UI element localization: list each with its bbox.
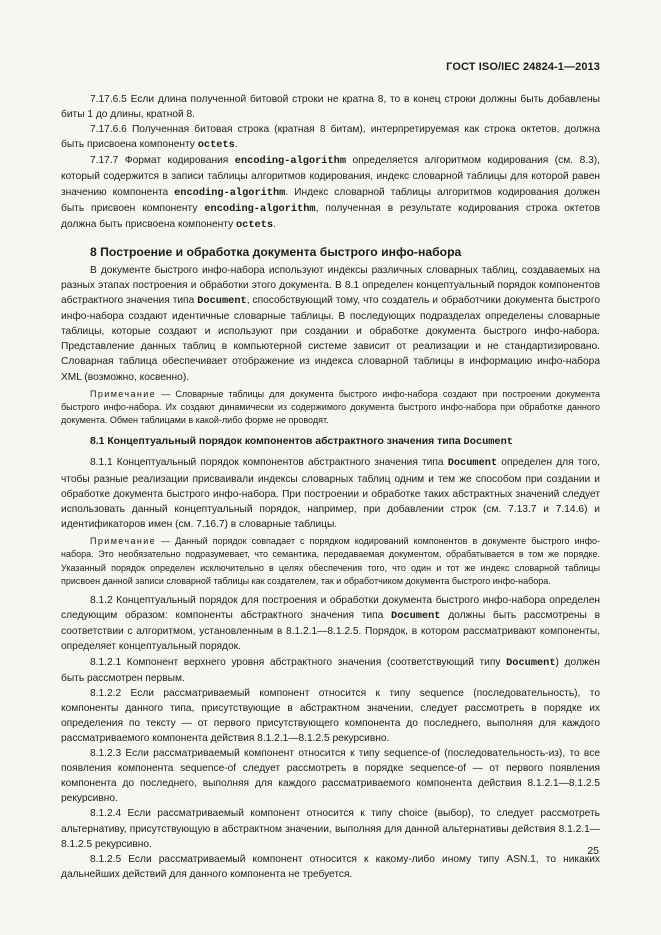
code-document: Document: [506, 656, 556, 669]
note-label: Примечание: [90, 535, 157, 546]
text-run: должны быть рассмотрены в соответствии с алгоритмом, установленным в 8.1.2.1—8.1.2.5. Порядок, в котором рассматривают компоненты, определяет концептуальный порядок.: [61, 610, 600, 653]
code-document: Document: [391, 610, 441, 623]
text-run: В документе быстрого инфо-набора используют индексы различных словарных таблиц, создаваемых на разных этапах построения и обработки этого документа. В 8.1 определен концептуальный порядок компонентов абстрактного значения типа: [61, 264, 600, 307]
page-body: [61, 92, 600, 882]
section-8-heading: 8 Построение и обработка документа быстрого инфо-набора: [90, 244, 462, 259]
text-run: 7.17.7 Формат кодирования: [90, 155, 235, 167]
text-run: . Индекс словарной таблицы алгоритмов кодирования должен быть присвоен компоненту: [61, 186, 600, 214]
note-2: [61, 535, 600, 588]
note-text: — Данный порядок совпадает с порядком кодирований компонентов в документе быстрого инфо-набора. Это необязательно подразумевает, что семантика, передаваемая документом, обрабатывается в том же порядке. Указанный порядок определен исключительно в целях обеспечения того, что один и тот же индекс словарной таблицы присвоен данной записи словарной таблицы как создателем, так и обработчиком документа быстрого инфо-набора.: [61, 535, 600, 586]
heading-text: 8.1 Концептуальный порядок компонентов абстрактного значения типа: [90, 436, 464, 448]
code-encoding-algorithm: encoding-algorithm: [174, 186, 286, 199]
text-run: , полученная в результате кодирования строка октетов должна быть присвоена компоненту: [61, 202, 601, 230]
text-run: 8.1.1 Концептуальный порядок компонентов абстрактного значения типа: [90, 457, 448, 469]
code-octets: octets: [197, 139, 235, 152]
paragraph-8-1-2-2: 8.1.2.2 Если рассматриваемый компонент относится к типу sequence (последовательность), то компоненты данного типа, присутствующие в абстрактном значении, следует рассмотреть в порядке их определения по тексту — от первого присутствующего компонента до последнего, выполняя для каждого рассматриваемого компонента действия 8.1.2.1—8.1.2.5 рекурсивно.: [61, 687, 600, 744]
paragraph-8-1-1: [61, 455, 600, 531]
text-run: , способствующий тому, что создатель и обработчики документа быстрого инфо-набора создают идентичные словарные таблицы. В последующих подразделах определены словарные таблицы, которые создают и используют при создании и обработке документа быстрого инфо-набора. Представление данных таблиц в компьютерной системе зависит от реализации и не стандартизировано. Словарная таблица обеспечивает отображение из индекса словарной таблицы в информацию инфо-набора XML (возможно, косвенно).: [61, 295, 600, 383]
note-label: Примечание: [90, 388, 157, 399]
paragraph-8-1-2-5: 8.1.2.5 Если рассматриваемый компонент относится к какому-либо иному типу ASN.1, то никаких дальнейших действий для данного компонента не требуется.: [61, 853, 600, 880]
text-run: .: [234, 139, 238, 151]
text-run: 8.1.2 Концептуальный порядок для построения и обработки документа быстрого инфо-набора определен следующим образом: компоненты абстрактного значения типа: [61, 595, 600, 622]
paragraph-7-17-6-6: [61, 122, 600, 153]
paragraph-8-1-2-3: 8.1.2.3 Если рассматриваемый компонент относится к типу sequence-of (последовательность-из), то все появления компонента sequence-of следует рассмотреть в порядке sequence-of — от первого появления компонента до последнего, выполняя для каждого рассматриваемого компонента действия 8.1.2.1—8.1.2.5 рекурсивно.: [61, 748, 600, 805]
subsection-8-1-heading: [61, 434, 600, 450]
standard-designation: ГОСТ ISO/IEC 24824-1—2013: [446, 61, 600, 73]
text-run: 7.17.6.6 Полученная битовая строка (кратная 8 битам), интерпретируемая как строка октетов, должна быть присвоена компоненту: [61, 124, 600, 151]
paragraph-7-17-6-5: 7.17.6.5 Если длина полученной битовой строки не кратна 8, то в конец строки должны быть добавлены биты 1 до длины, кратной 8.: [61, 94, 600, 121]
paragraph-8-1-2-4: 8.1.2.4 Если рассматриваемый компонент относится к типу choice (выбор), то следует рассмотреть альтернативу, присутствующую в абстрактном значении, выполняя для данной альтернативы действия 8.1.2.1—8.1.2.5 рекурсивно.: [61, 808, 600, 850]
code-document: Document: [463, 436, 513, 449]
text-run: определен для того, чтобы разные реализации присваивали индексы словарных таблиц одним и тем же способом при создании и обработке документа быстрого инфо-набора. При построении и обработке таких абстрактных значений следует использовать данный концептуальный порядок, например, при добавлении строк (см. 7.13.7 и 7.14.6) и идентификаторов имен (см. 7.16.7) в словарные таблицы.: [61, 457, 600, 530]
paragraph-8-1-2-1: [61, 655, 600, 686]
paragraph-8-1-2: [61, 593, 600, 654]
code-octets: octets: [236, 218, 274, 231]
page-number: 25: [587, 845, 599, 857]
code-document: Document: [197, 295, 247, 308]
section-8-intro: [61, 263, 600, 385]
code-document: Document: [447, 457, 498, 470]
text-run: определяется алгоритмом кодирования (см. 8.3), который содержится в записи таблицы алгоритмов кодирования, индекс словарной таблицы для которой равен значению компонента: [61, 155, 600, 198]
paragraph-7-17-7: [61, 153, 600, 232]
text-run: .: [273, 218, 276, 230]
code-encoding-algorithm: encoding-algorithm: [204, 202, 316, 215]
note-text: — Словарные таблицы для документа быстрого инфо-набора создают при построении документа быстрого инфо-набора. Их создают динамически из содержимого документа быстрого инфо-набора при обработке данного документа. Обмен таблицами в какой-либо форме не проводят.: [61, 388, 600, 426]
text-run: 8.1.2.1 Компонент верхнего уровня абстрактного значения (соответствующий типу: [90, 656, 507, 668]
code-encoding-algorithm: encoding-algorithm: [234, 155, 347, 168]
text-run: ) должен быть рассмотрен первым.: [61, 656, 600, 684]
note-1: [61, 388, 600, 428]
